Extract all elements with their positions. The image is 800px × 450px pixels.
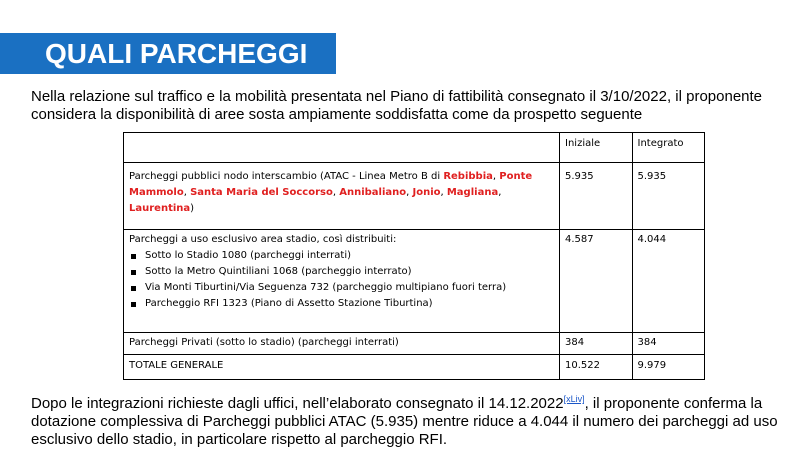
stop-magliana: Magliana — [446, 187, 499, 198]
list-item: Via Monti Tiburtini/Via Seguenza 732 (parcheggio multipiano fuori terra) — [129, 280, 554, 296]
stop-ponte-mammolo: Ponte Mammolo — [129, 171, 533, 198]
table-row-stadio — [124, 230, 705, 333]
stop-laurentina: Laurentina — [129, 203, 191, 214]
outro-after: , il proponente conferma la dotazione complessiva di Parcheggi pubblici ATAC (5.935) mentre riduce a 4.044 il numero dei parcheggi ad uso esclusivo dello stadio, in particolare rispetto al parcheggio RFI. — [31, 395, 778, 448]
stop-separator: , — [332, 187, 340, 198]
stop-separator: , — [406, 187, 413, 198]
parking-table — [123, 132, 705, 380]
table-row-privati — [124, 333, 705, 355]
stop-rebibbia: Rebibbia — [443, 171, 493, 182]
atac-suffix: ) — [190, 203, 195, 214]
stadio-integrato: 4.044 — [632, 230, 705, 333]
privati-integrato: 384 — [632, 333, 705, 355]
atac-description — [124, 163, 560, 230]
intro-paragraph: Nella relazione sul traffico e la mobilità presentata nel Piano di fattibilità consegnato il 3/10/2022, il proponente considera la disponibilità di aree sosta ampiamente soddisfatta come da prospetto seguente — [31, 88, 763, 123]
footnote-link[interactable]: [xLiv] — [563, 394, 585, 404]
header-integrato: Integrato — [632, 133, 705, 163]
totale-integrato: 9.979 — [632, 355, 705, 380]
outro-before: Dopo le integrazioni richieste dagli uffici, nell’elaborato consegnato il 14.12.2022 — [31, 395, 564, 412]
stadio-intro: Parcheggi a uso esclusivo area stadio, così distribuiti: — [129, 234, 397, 245]
atac-prefix: Parcheggi pubblici nodo interscambio (ATAC - Linea Metro B di — [129, 171, 444, 182]
slide-title: QUALI PARCHEGGI — [0, 33, 336, 74]
table-row-totale — [124, 355, 705, 380]
table-header-row — [124, 133, 705, 163]
list-item: Sotto la Metro Quintiliani 1068 (parcheggio interrato) — [129, 264, 554, 280]
atac-integrato: 5.935 — [632, 163, 705, 230]
list-item: Parcheggio RFI 1323 (Piano di Assetto Stazione Tiburtina) — [129, 296, 554, 312]
totale-label: TOTALE GENERALE — [124, 355, 560, 380]
list-item: Sotto lo Stadio 1080 (parcheggi interrati) — [129, 248, 554, 264]
header-description — [124, 133, 560, 163]
stop-jonio: Jonio — [412, 187, 441, 198]
stadio-iniziale: 4.587 — [560, 230, 632, 333]
atac-iniziale: 5.935 — [560, 163, 632, 230]
table-row-atac — [124, 163, 705, 230]
header-iniziale: Iniziale — [560, 133, 632, 163]
stop-separator: , — [492, 171, 500, 182]
totale-iniziale: 10.522 — [560, 355, 632, 380]
outro-paragraph — [31, 390, 781, 449]
stop-santa-maria-del-soccorso: Santa Maria del Soccorso — [190, 187, 333, 198]
stop-separator: , — [498, 187, 502, 198]
privati-iniziale: 384 — [560, 333, 632, 355]
stop-separator: , — [183, 187, 191, 198]
stop-separator: , — [440, 187, 447, 198]
privati-description: Parcheggi Privati (sotto lo stadio) (parcheggi interrati) — [124, 333, 560, 355]
stadio-description — [124, 230, 560, 333]
stop-annibaliano: Annibaliano — [339, 187, 407, 198]
stadio-list — [129, 248, 554, 312]
